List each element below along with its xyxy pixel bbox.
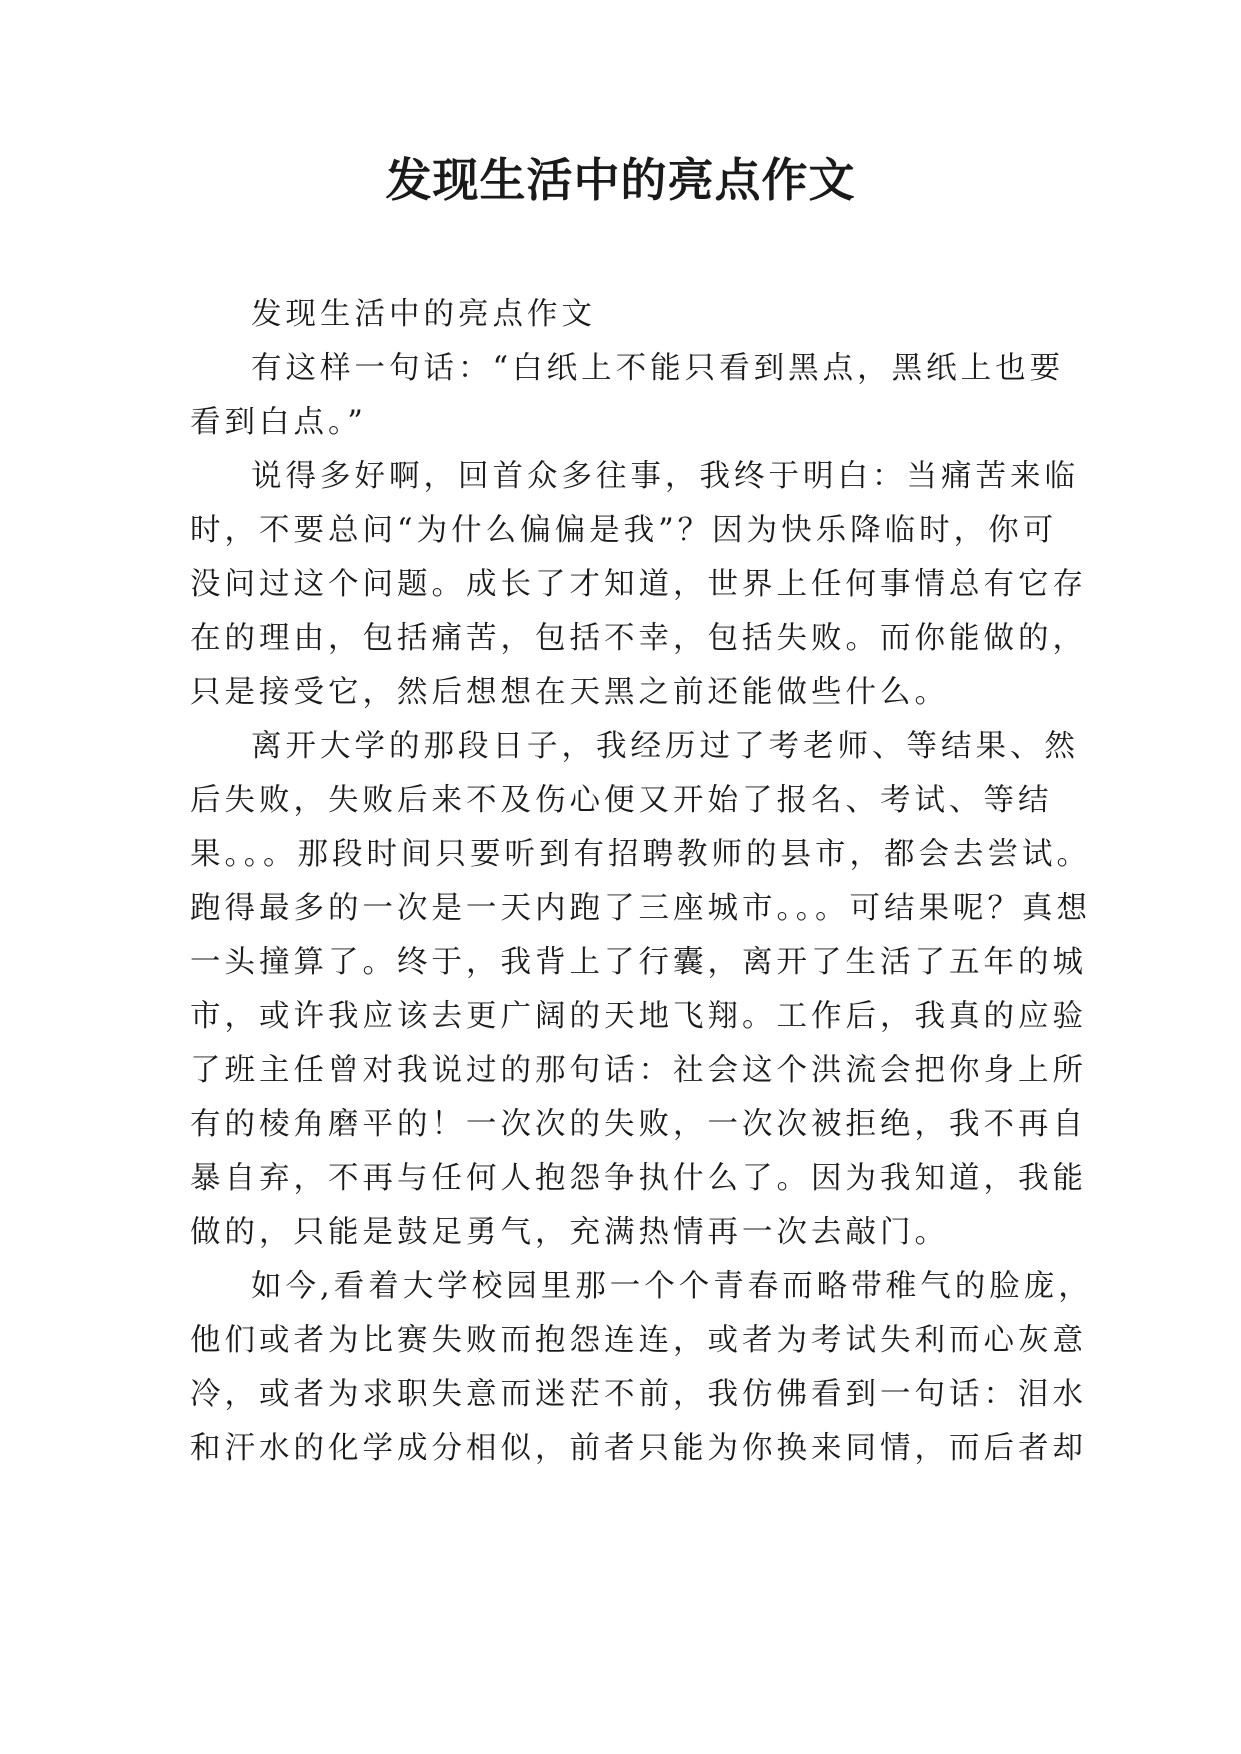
text-line: 后失败，失败后来不及伤心便又开始了报名、考试、等结 (190, 783, 1053, 818)
text-line: 如今,看着大学校园里那一个个青春而略带稚气的脸庞， (251, 1269, 1093, 1304)
text-line: 只是接受它，然后想想在天黑之前还能做些什么。 (190, 675, 949, 710)
text-line: 暴自弃，不再与任何人抱怨争执什么了。因为我知道，我能 (190, 1161, 1087, 1196)
text-line: 和汗水的化学成分相似，前者只能为你换来同情，而后者却 (190, 1431, 1087, 1466)
text-line: 说得多好啊，回首众多往事，我终于明白：当痛苦来临 (251, 459, 1079, 494)
paragraph-nowadays (190, 1260, 1093, 1476)
text-line: 市，或许我应该去更广阔的天地飞翔。工作后，我真的应验 (190, 999, 1087, 1034)
text-line: 没问过这个问题。成长了才知道，世界上任何事情总有它存 (190, 567, 1087, 602)
paragraph-reflection (190, 450, 1087, 720)
text-line: 冷，或者为求职失意而迷茫不前，我仿佛看到一句话：泪水 (190, 1377, 1087, 1412)
text-line: 跑得最多的一次是一天内跑了三座城市。。。可结果呢？真想 (190, 891, 1091, 926)
text-line: 离开大学的那段日子，我经历过了考老师、等结果、然 (251, 729, 1079, 764)
text-line: 了班主任曾对我说过的那句话：社会这个洪流会把你身上所 (190, 1053, 1087, 1088)
text-line: 做的，只能是鼓足勇气，充满热情再一次去敲门。 (190, 1215, 949, 1250)
text-line: 果。。。那段时间只要听到有招聘教师的县市，都会去尝试。 (190, 837, 1091, 872)
text-line: 有的棱角磨平的！一次次的失败，一次次被拒绝，我不再自 (190, 1107, 1087, 1142)
text-line: 看到白点。” (190, 405, 367, 440)
document-title: 发现生活中的亮点作文 (385, 153, 856, 207)
text-line: 一头撞算了。终于，我背上了行囊，离开了生活了五年的城 (190, 945, 1087, 980)
text-line: 他们或者为比赛失败而抱怨连连，或者为考试失利而心灰意 (190, 1323, 1087, 1358)
text-line: 在的理由，包括痛苦，包括不幸，包括失败。而你能做的， (190, 621, 1087, 656)
paragraph-after-university (190, 720, 1091, 1260)
text-line: 时，不要总问“为什么偏偏是我”？因为快乐降临时，你可 (190, 513, 1058, 548)
text-line: 发现生活中的亮点作文 (251, 297, 596, 332)
paragraph-quote (190, 342, 1065, 450)
document-body (190, 288, 1093, 1476)
text-line: 有这样一句话：“白纸上不能只看到黑点，黑纸上也要 (251, 351, 1065, 386)
paragraph-heading-repeat (190, 288, 1054, 342)
